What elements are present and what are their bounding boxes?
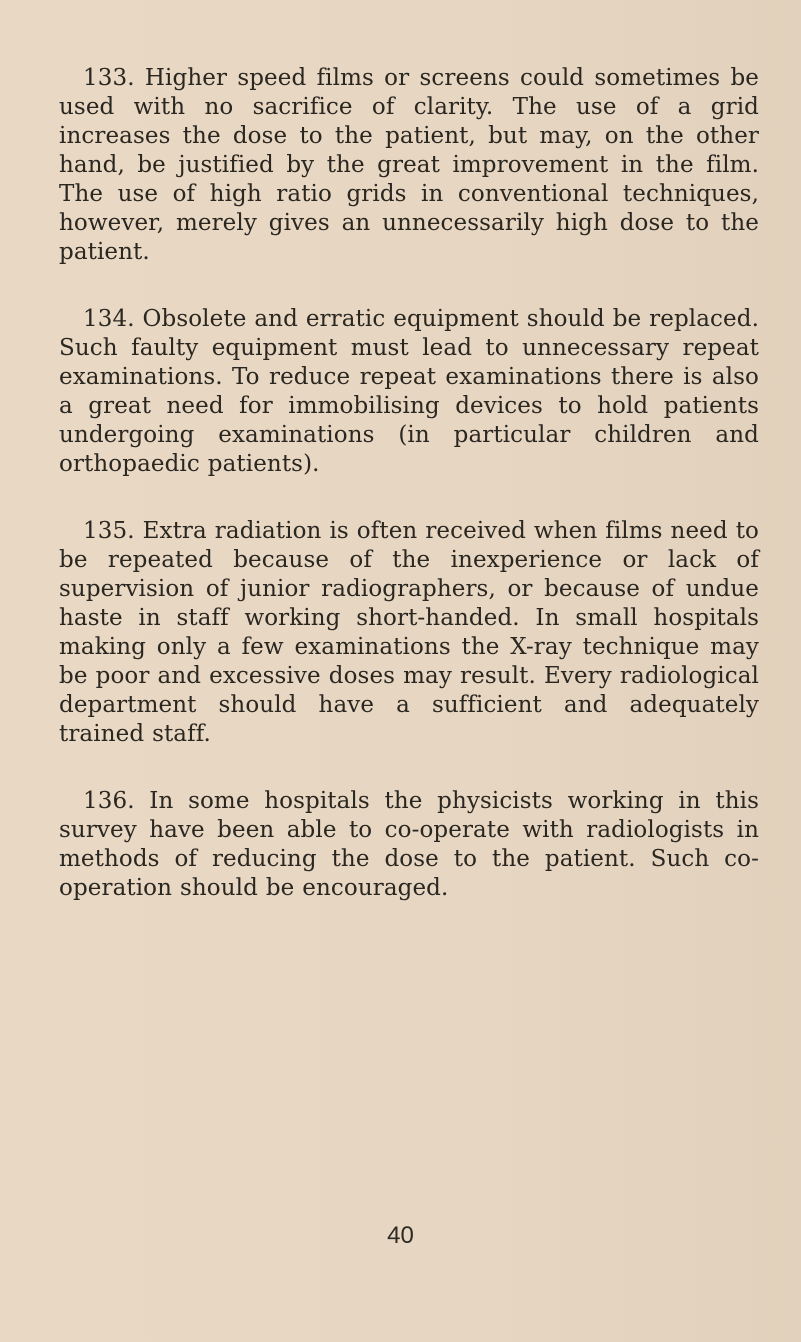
body-text <box>59 64 759 941</box>
page-number: 40 <box>387 1222 414 1249</box>
paragraph-135: 135. Extra radiation is often received when films need to be repeated because of the inexperience or lack of supervision of junior radiographers, or because of undue haste in staff working short-handed. In small hospitals making only a few examinations the X-ray technique may be poor and excessive doses may result. Every radiological department should have a sufficient and adequately trained staff. <box>59 518 759 747</box>
paragraph-133: 133. Higher speed films or screens could sometimes be used with no sacrifice of clarity. The use of a grid increases the dose to the patient, but may, on the other hand, be justified by the great improvement in the film. The use of high ratio grids in conventional techniques, however, merely gives an unnecessarily high dose to the patient. <box>59 65 759 265</box>
paragraph-136: 136. In some hospitals the physicists working in this survey have been able to co-operate with radiologists in methods of reducing the dose to the patient. Such co-operation should be encouraged. <box>59 788 759 901</box>
paragraph-134: 134. Obsolete and erratic equipment should be replaced. Such faulty equipment must lead to unnecessary repeat examinations. To reduce repeat examinations there is also a great need for immobilising devices to hold patients undergoing examinations (in particular children and orthopaedic patients). <box>59 306 759 477</box>
